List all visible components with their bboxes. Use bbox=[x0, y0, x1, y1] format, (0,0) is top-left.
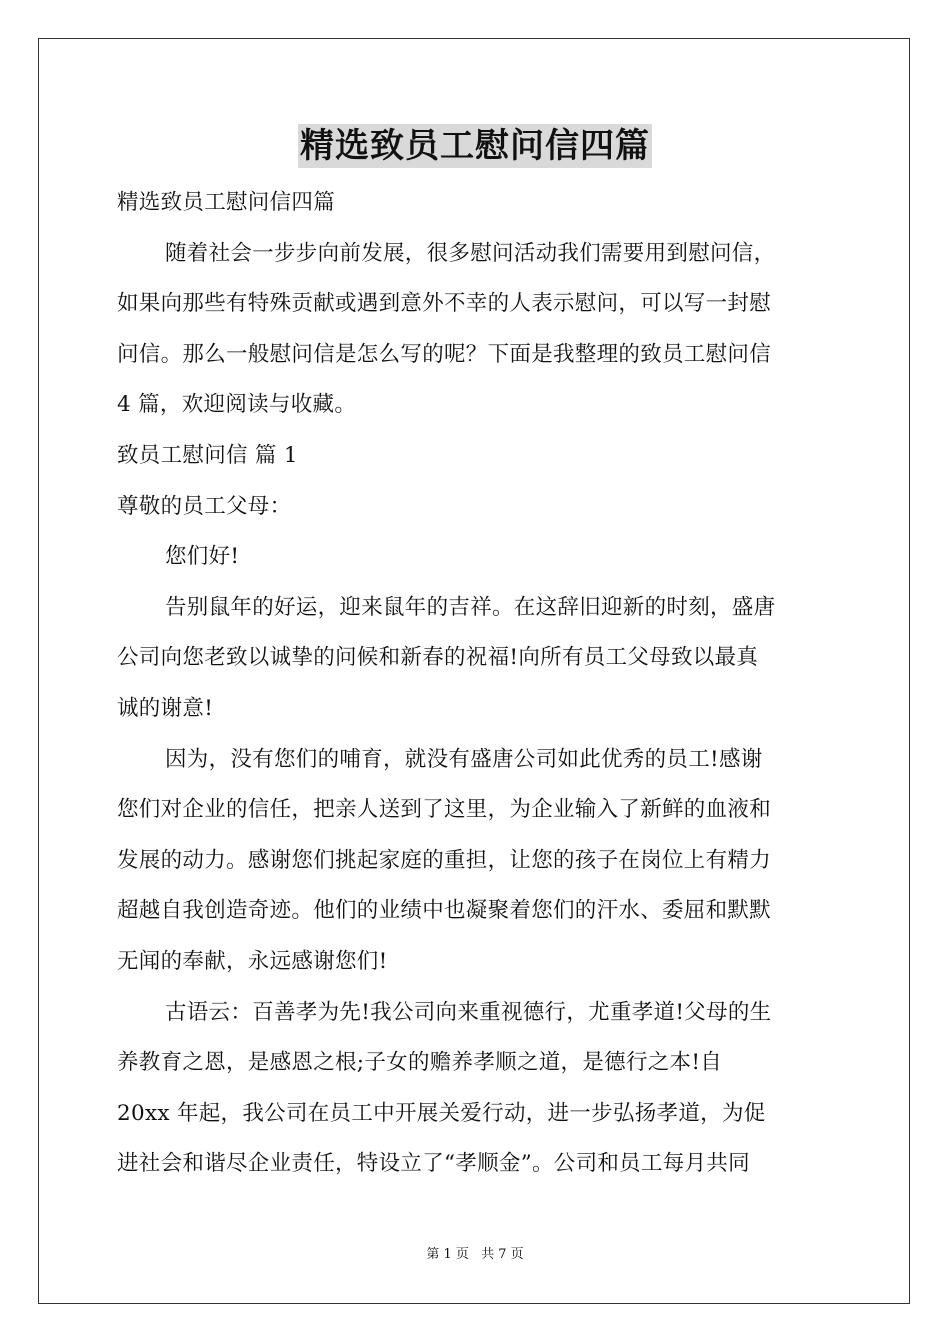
paragraph-line: 问信。那么一般慰问信是怎么写的呢？下面是我整理的致员工慰问信 bbox=[117, 341, 772, 367]
paragraph-line: 超越自我创造奇迹。他们的业绩中也凝聚着您们的汗水、委屈和默默 bbox=[117, 898, 772, 924]
salutation: 尊敬的员工父母： bbox=[117, 493, 292, 519]
paragraph-line: 4 篇，欢迎阅读与收藏。 bbox=[117, 392, 357, 418]
greeting: 您们好! bbox=[165, 544, 240, 570]
paragraph-line: 进社会和谐尽企业责任，特设立了“孝顺金”。公司和员工每月共同 bbox=[117, 1151, 750, 1177]
document-body bbox=[117, 178, 833, 1190]
document-title: 精选致员工慰问信四篇 bbox=[300, 126, 650, 166]
paragraph-line: 无闻的奉献，永远感谢您们! bbox=[117, 948, 388, 974]
paragraph-line: 古语云：百善孝为先!我公司向来重视德行，尤重孝道!父母的生 bbox=[165, 999, 772, 1025]
page-footer bbox=[0, 1246, 950, 1264]
page-number: 第 1 页 bbox=[426, 1247, 469, 1262]
paragraph-line: 公司向您老致以诚挚的问候和新春的祝福!向所有员工父母致以最真 bbox=[117, 645, 759, 671]
paragraph-line: 您们对企业的信任，把亲人送到了这里，为企业输入了新鲜的血液和 bbox=[117, 797, 772, 823]
page-total: 共 7 页 bbox=[481, 1247, 524, 1262]
paragraph-line: 诚的谢意! bbox=[117, 695, 214, 721]
paragraph-line: 养教育之恩，是感恩之根;子女的赡养孝顺之道，是德行之本!自 bbox=[117, 1050, 723, 1076]
paragraph-line: 因为，没有您们的哺育，就没有盛唐公司如此优秀的员工!感谢 bbox=[165, 746, 763, 772]
paragraph-line: 20xx 年起，我公司在员工中开展关爱行动，进一步弘扬孝道，为促 bbox=[117, 1100, 766, 1126]
paragraph-line: 如果向那些有特殊贡献或遇到意外不幸的人表示慰问，可以写一封慰 bbox=[117, 291, 772, 317]
paragraph-line: 发展的动力。感谢您们挑起家庭的重担，让您的孩子在岗位上有精力 bbox=[117, 847, 772, 873]
subtitle-line: 精选致员工慰问信四篇 bbox=[117, 190, 336, 215]
paragraph-line: 随着社会一步步向前发展，很多慰问活动我们需要用到慰问信， bbox=[165, 240, 776, 266]
title-container bbox=[0, 124, 950, 168]
section-heading: 致员工慰问信 篇 1 bbox=[117, 442, 298, 468]
paragraph-line: 告别鼠年的好运，迎来鼠年的吉祥。在这辞旧迎新的时刻，盛唐 bbox=[165, 594, 776, 620]
